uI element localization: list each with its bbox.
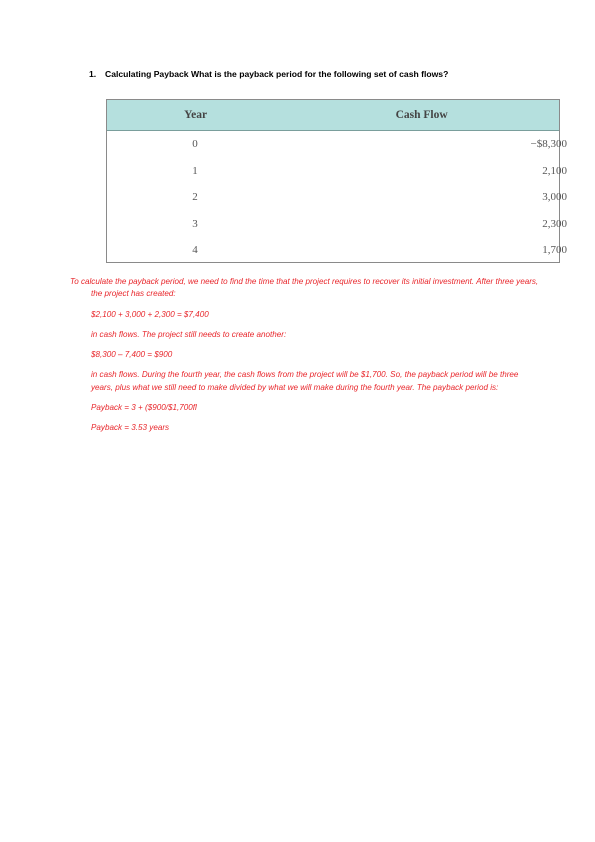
answer-intro: To calculate the payback period, we need to find the time that the project requires to recover its initial investment. After three years, the project has created: bbox=[70, 277, 539, 299]
question-text: Calculating Payback What is the payback period for the following set of cash flows? bbox=[105, 69, 449, 79]
answer-line-2: in cash flows. The project still needs to create another: bbox=[91, 329, 287, 339]
year-cell: 2 bbox=[192, 191, 198, 204]
equation-sum: $2,100 + 3,000 + 2,300 = $7,400 bbox=[91, 309, 209, 319]
table-row bbox=[107, 131, 567, 158]
table-row bbox=[107, 211, 567, 238]
cash-flow-cell: 1,700 bbox=[542, 244, 567, 257]
equation-difference: $8,300 – 7,400 = $900 bbox=[91, 350, 173, 360]
table-row bbox=[107, 237, 567, 264]
table-row bbox=[107, 184, 567, 211]
year-cell: 3 bbox=[192, 217, 198, 230]
year-cell: 4 bbox=[192, 244, 198, 257]
answer-line-3: in cash flows. During the fourth year, the cash flows from the project will be $1,700. So, the payback period will be three years, plus what we still need to make divided by what we will make during the fourth year. The payback period is: bbox=[91, 370, 519, 392]
table-header bbox=[107, 100, 559, 131]
year-cell: 1 bbox=[192, 164, 198, 177]
cash-flow-cell: −$8,300 bbox=[530, 138, 567, 151]
question bbox=[89, 69, 569, 79]
header-cash-flow: Cash Flow bbox=[395, 109, 448, 121]
year-cell: 0 bbox=[192, 138, 198, 151]
table-row bbox=[107, 158, 567, 185]
cash-flow-cell: 3,000 bbox=[542, 191, 567, 204]
answer-section bbox=[70, 276, 540, 435]
cash-flow-table bbox=[106, 99, 567, 263]
equation-payback-formula: Payback = 3 + ($900/$1,700fl bbox=[91, 403, 197, 413]
cash-flow-cell: 2,100 bbox=[542, 164, 567, 177]
cash-flow-cell: 2,300 bbox=[542, 217, 567, 230]
question-number: 1. bbox=[89, 69, 97, 79]
header-year: Year bbox=[184, 109, 208, 121]
equation-payback-result: Payback = 3.53 years bbox=[91, 423, 170, 433]
